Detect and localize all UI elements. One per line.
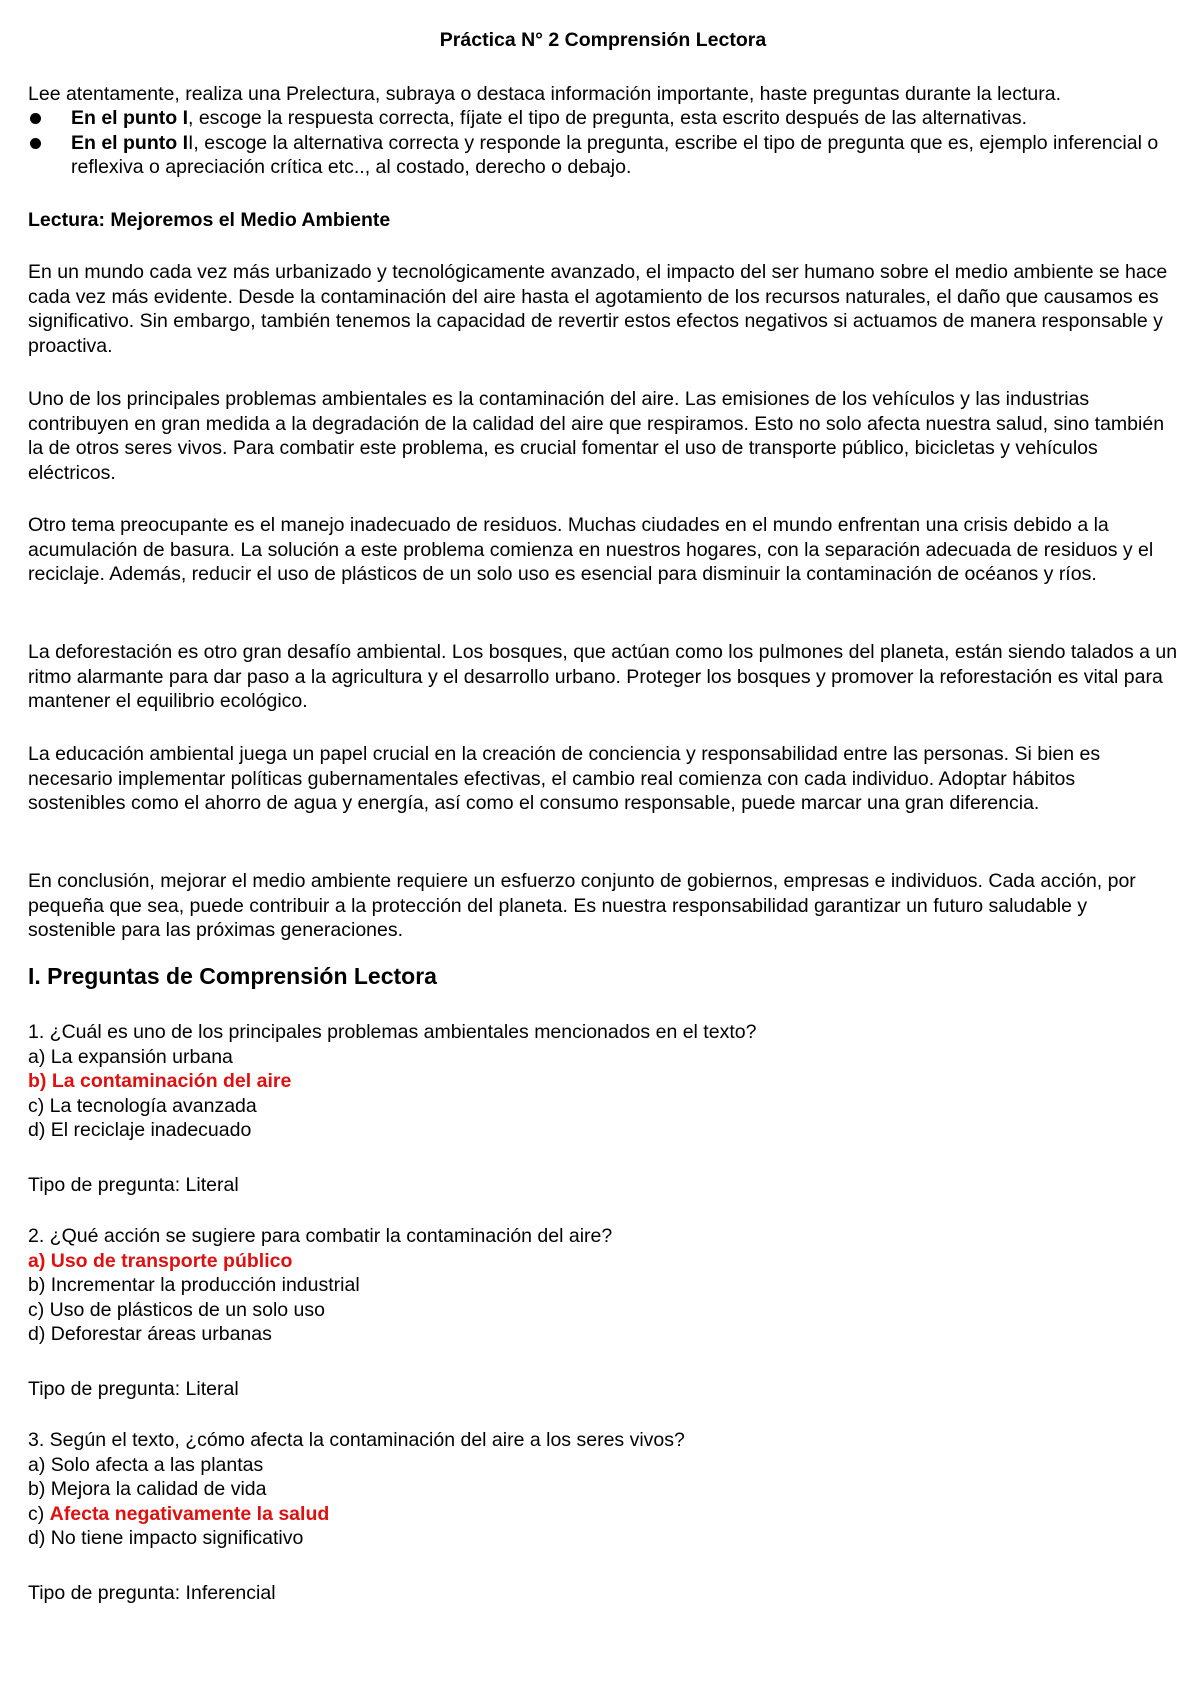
option-d: d) No tiene impacto significativo	[28, 1527, 304, 1550]
reading-paragraph: La deforestación es otro gran desafío ambiental. Los bosques, que actúan como los pulmones del planeta, están siendo talados a un ritmo alarmante para dar paso a la agricultura y el desarrollo urbano. Proteger los bosques y promover la reforestación es vital para mantener el equilibrio ecológico.	[28, 641, 1178, 713]
option-a: a) Solo afecta a las plantas	[28, 1453, 264, 1476]
option-a-correct: a) Uso de transporte público	[28, 1249, 293, 1272]
option-c: c) La tecnología avanzada	[28, 1094, 257, 1117]
document-title: Práctica N° 2 Comprensión Lectora	[439, 29, 767, 51]
option-c-correct: Afecta negativamente la salud	[49, 1502, 330, 1525]
question-type: Tipo de pregunta: Literal	[28, 1378, 239, 1400]
instruction-item	[28, 106, 1178, 131]
instruction-text: , escoge la respuesta correcta, fíjate el tipo de pregunta, esta escrito después de las alternativas.	[188, 107, 1027, 129]
question-type: Tipo de pregunta: Literal	[28, 1174, 239, 1196]
option-c: c) Uso de plásticos de un solo uso	[28, 1298, 325, 1321]
intro-text: Lee atentamente, realiza una Prelectura, subraya o destaca información importante, haste preguntas durante la lectura.	[28, 83, 1062, 105]
reading-title: Lectura: Mejoremos el Medio Ambiente	[28, 209, 391, 231]
section-title: I. Preguntas de Comprensión Lectora	[28, 963, 437, 989]
option-b: b) Mejora la calidad de vida	[28, 1478, 267, 1501]
question-3	[28, 1428, 1178, 1551]
question-type: Tipo de pregunta: Inferencial	[28, 1582, 276, 1604]
reading-paragraph: En un mundo cada vez más urbanizado y tecnológicamente avanzado, el impacto del ser humano sobre el medio ambiente se hace cada vez más evidente. Desde la contaminación del aire hasta el agotamiento de los recursos naturales, el daño que causamos es significativo. Sin embargo, también tenemos la capacidad de revertir estos efectos negativos si actuamos de manera responsable y proactiva.	[28, 261, 1168, 357]
instruction-list	[28, 106, 1178, 180]
instruction-text: I, escoge la alternativa correcta y responde la pregunta, escribe el tipo de pregunta que es, ejemplo inferencial o reflexiva o apreciación crítica etc.., al costado, derecho o debajo.	[71, 131, 1159, 179]
question-text: 2. ¿Qué acción se sugiere para combatir la contaminación del aire?	[28, 1225, 613, 1247]
question-text: 3. Según el texto, ¿cómo afecta la contaminación del aire a los seres vivos?	[28, 1429, 685, 1451]
reading-paragraph: Uno de los principales problemas ambientales es la contaminación del aire. Las emisiones de los vehículos y las industrias contribuyen en gran medida a la degradación de la calidad del aire que respiramos. Esto no solo afecta nuestra salud, sino también la de otros seres vivos. Para combatir este problema, es crucial fomentar el uso de transporte público, bicicletas y vehículos eléctricos.	[28, 388, 1165, 484]
option-c-prefix: c)	[28, 1502, 50, 1525]
instruction-bold: En el punto I	[71, 131, 188, 154]
option-b-correct: b) La contaminación del aire	[28, 1070, 292, 1093]
bullet-icon	[30, 113, 41, 124]
question-1	[28, 1020, 1178, 1143]
option-c-line	[28, 1502, 1178, 1527]
option-b: b) Incrementar la producción industrial	[28, 1274, 360, 1297]
instruction-bold: En el punto I	[71, 107, 188, 129]
question-2	[28, 1224, 1178, 1347]
reading-paragraph: La educación ambiental juega un papel crucial en la creación de conciencia y responsabilidad entre las personas. Si bien es necesario implementar políticas gubernamentales efectivas, el cambio real comienza con cada individuo. Adoptar hábitos sostenibles como el ahorro de agua y energía, así como el consumo responsable, puede marcar una gran diferencia.	[28, 743, 1101, 815]
option-a: a) La expansión urbana	[28, 1045, 233, 1068]
option-d: d) Deforestar áreas urbanas	[28, 1323, 272, 1346]
reading-paragraph: Otro tema preocupante es el manejo inadecuado de residuos. Muchas ciudades en el mundo enfrentan una crisis debido a la acumulación de basura. La solución a este problema comienza en nuestros hogares, con la separación adecuada de residuos y el reciclaje. Además, reducir el uso de plásticos de un solo uso es esencial para disminuir la contaminación de océanos y ríos.	[28, 514, 1154, 586]
reading-paragraph: En conclusión, mejorar el medio ambiente requiere un esfuerzo conjunto de gobiernos, empresas e individuos. Cada acción, por pequeña que sea, puede contribuir a la protección del planeta. Es nuestra responsabilidad garantizar un futuro saludable y sostenible para las próximas generaciones.	[28, 870, 1136, 942]
instruction-item	[28, 131, 1178, 180]
option-d: d) El reciclaje inadecuado	[28, 1119, 252, 1142]
question-text: 1. ¿Cuál es uno de los principales problemas ambientales mencionados en el texto?	[28, 1021, 757, 1043]
bullet-icon	[30, 138, 41, 149]
